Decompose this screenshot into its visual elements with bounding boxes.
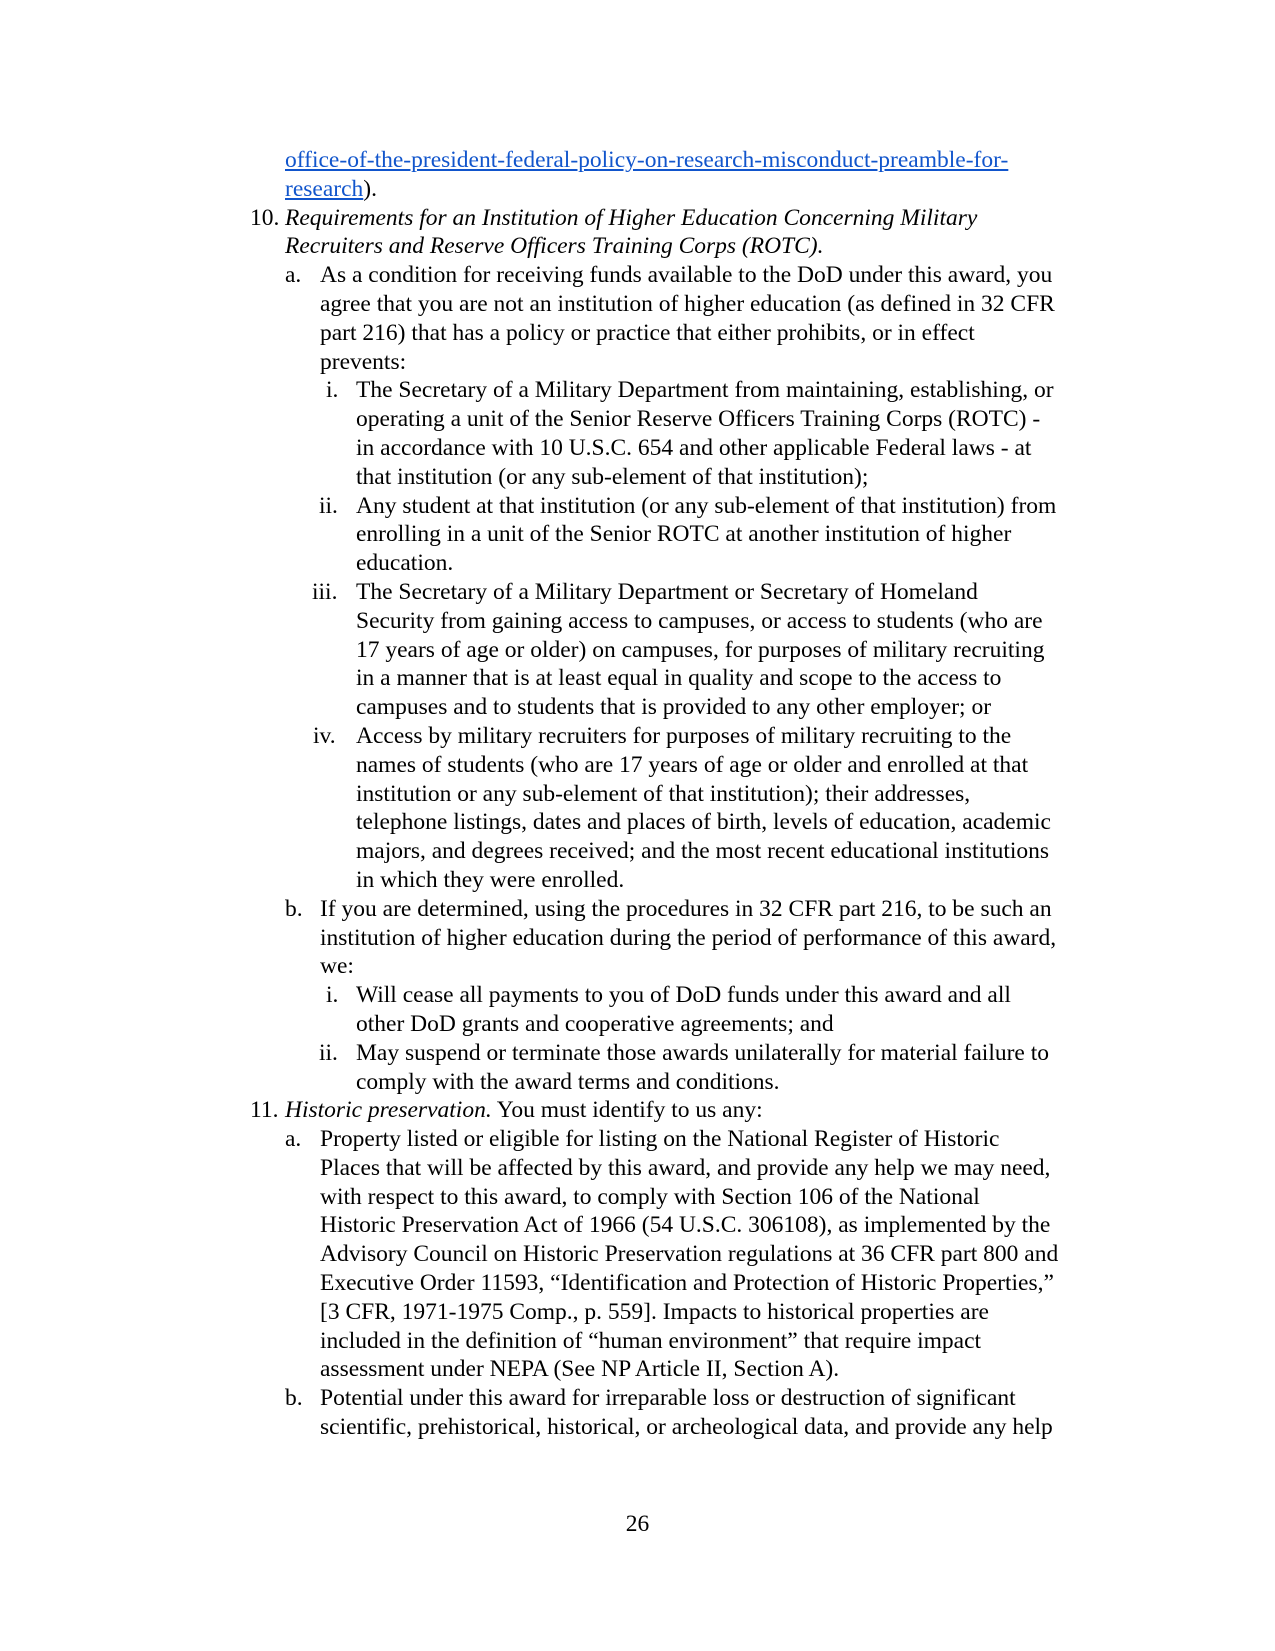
item-10a-row [0,319,1275,348]
item-11b-line: scientific, prehistorical, historical, or archeological data, and provide any help [320,1414,1053,1441]
item-10a-line: part 216) that has a policy or practice that either prohibits, or in effect [320,319,975,346]
policy-link-part-2[interactable]: research [285,175,364,202]
item-10a-iii-row [0,607,1275,636]
item-10b-i-row [0,981,1275,1010]
item-11b-marker: b. [285,1385,303,1412]
item-11a-marker: a. [285,1126,302,1153]
link-row-1 [0,146,1275,175]
item-10a-iv-row [0,780,1275,809]
item-10a-ii-row [0,520,1275,549]
item-11a-row [0,1154,1275,1183]
item-10b-ii-row [0,1068,1275,1097]
item-10a-iv-line: telephone listings, dates and places of birth, levels of education, academic [356,809,1051,836]
item-10b-row [0,952,1275,981]
item-10a-marker: a. [285,262,302,289]
item-10b-line: If you are determined, using the procedures in 32 CFR part 216, to be such an [320,895,1052,922]
item-10a-iii-row [0,636,1275,665]
item-11a-row [0,1269,1275,1298]
item-11-title-rest: You must identify to us any: [491,1097,763,1124]
link-closing-punctuation: ). [363,175,377,202]
item-11b-line: Potential under this award for irreparable loss or destruction of significant [320,1385,1016,1412]
item-11a-line: Executive Order 11593, “Identification and Protection of Historic Properties,” [320,1270,1054,1297]
item-10-title-line: Recruiters and Reserve Officers Training Corps (ROTC). [285,233,824,260]
item-11a-line: Places that will be affected by this award, and provide any help we may need, [320,1154,1051,1181]
item-10a-row [0,348,1275,377]
item-10a-line: prevents: [320,348,407,375]
item-10a-iv-line: Access by military recruiters for purposes of military recruiting to the [356,722,1012,749]
item-10b-ii-line: May suspend or terminate those awards unilaterally for material failure to [356,1039,1050,1066]
policy-link-part-1[interactable]: office-of-the-president-federal-policy-on-research-misconduct-preamble-for- [285,147,1009,173]
item-11a-line: [3 CFR, 1971-1975 Comp., p. 559]. Impacts to historical properties are [320,1298,989,1325]
page-number: 26 [625,1511,650,1537]
item-10b-row [0,924,1275,953]
item-11a-row [0,1355,1275,1384]
item-10a-line: As a condition for receiving funds available to the DoD under this award, you [320,262,1053,289]
item-11a-row [0,1211,1275,1240]
item-11a-line: assessment under NEPA (See NP Article II, Section A). [320,1356,840,1383]
item-10a-iv-line: majors, and degrees received; and the most recent educational institutions [356,838,1050,865]
item-10a-iii-line: Security from gaining access to campuses, or access to students (who are [356,607,1043,634]
item-10a-row [0,261,1275,290]
page-content [0,146,1275,1442]
item-11a-line: Property listed or eligible for listing on the National Register of Historic [320,1126,1000,1153]
item-10a-ii-marker: ii. [319,492,338,519]
item-10a-i-row [0,463,1275,492]
link-row-2 [0,175,1275,204]
item-10a-iv-row [0,808,1275,837]
item-10a-i-line: that institution (or any sub-element of that institution); [356,463,869,490]
item-10a-iii-row [0,664,1275,693]
item-10a-i-line: The Secretary of a Military Department from maintaining, establishing, or [356,377,1054,404]
item-10b-ii-row [0,1039,1275,1068]
item-10b-i-marker: i. [326,982,339,1009]
item-10-title-line: Requirements for an Institution of Higher Education Concerning Military [285,204,978,231]
item-11a-row [0,1240,1275,1269]
item-10a-i-row [0,376,1275,405]
item-10a-iv-line: names of students (who are 17 years of age or older and enrolled at that [356,751,1029,778]
item-11a-row [0,1125,1275,1154]
item-10a-iii-marker: iii. [312,578,338,605]
item-11a-line: included in the definition of “human environment” that require impact [320,1327,982,1354]
item-10a-iv-line: in which they were enrolled. [356,866,625,893]
item-10a-iv-row [0,751,1275,780]
item-10b-i-line: other DoD grants and cooperative agreements; and [356,1010,834,1037]
item-11a-row [0,1298,1275,1327]
item-10b-i-line: Will cease all payments to you of DoD funds under this award and all [356,982,1011,1009]
item-10a-iv-row [0,722,1275,751]
item-10a-i-row [0,434,1275,463]
item-10a-row [0,290,1275,319]
item-10a-iv-row [0,837,1275,866]
item-10a-iv-line: institution or any sub-element of that institution); their addresses, [356,780,971,807]
item-10b-line: institution of higher education during the period of performance of this award, [320,924,1057,951]
item-11b-row [0,1413,1275,1442]
item-10a-iv-row [0,866,1275,895]
item-10a-iii-line: 17 years of age or older) on campuses, for purposes of military recruiting [356,636,1045,663]
item-10b-line: we: [320,953,354,980]
item-10b-ii-marker: ii. [319,1039,338,1066]
item-10b-row [0,895,1275,924]
item-11a-row [0,1327,1275,1356]
item-10a-iii-line: in a manner that is at least equal in quality and scope to the access to [356,665,1002,692]
item-11a-line: Historic Preservation Act of 1966 (54 U.S.C. 306108), as implemented by the [320,1212,1051,1239]
item-10a-line: agree that you are not an institution of higher education (as defined in 32 CFR [320,290,1055,317]
item-10a-ii-row [0,492,1275,521]
item-10a-ii-row [0,549,1275,578]
item-10a-iii-row [0,578,1275,607]
item-10a-ii-line: Any student at that institution (or any sub-element of that institution) from [356,492,1057,519]
item-10-title-row-2 [0,232,1275,261]
item-11a-row [0,1183,1275,1212]
item-10a-i-line: operating a unit of the Senior Reserve Officers Training Corps (ROTC) - [356,406,1041,433]
item-11a-line: Advisory Council on Historic Preservation regulations at 36 CFR part 800 and [320,1241,1059,1268]
item-10-title-row-1 [0,204,1275,233]
item-10a-iii-row [0,693,1275,722]
item-11a-line: with respect to this award, to comply with Section 106 of the National [320,1183,980,1210]
item-10a-ii-line: education. [356,550,454,577]
item-10a-ii-line: enrolling in a unit of the Senior ROTC at another institution of higher [356,521,1012,548]
item-10a-i-marker: i. [326,377,339,404]
item-11-title-row [0,1096,1275,1125]
item-10-number: 10. [250,204,280,231]
item-11-number: 11. [250,1097,279,1124]
item-11-title: Historic preservation. [285,1097,492,1124]
item-11b-row [0,1384,1275,1413]
item-10b-i-row [0,1010,1275,1039]
item-10a-iii-line: The Secretary of a Military Department or Secretary of Homeland [356,578,978,605]
item-10b-ii-line: comply with the award terms and conditions. [356,1068,780,1095]
item-10a-i-line: in accordance with 10 U.S.C. 654 and other applicable Federal laws - at [356,434,1032,461]
item-10a-i-row [0,405,1275,434]
item-10a-iii-line: campuses and to students that is provided to any other employer; or [356,694,992,721]
item-10b-marker: b. [285,895,303,922]
item-10a-iv-marker: iv. [313,722,336,749]
